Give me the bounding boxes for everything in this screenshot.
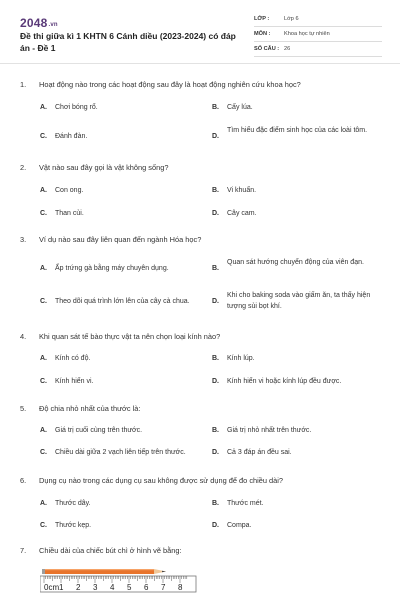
option-label: D.	[212, 378, 219, 385]
option-text: Thước dây.	[55, 500, 91, 507]
option-label: C.	[40, 449, 47, 456]
option-text: Quan sát hướng chuyển động của viên đạn.	[227, 259, 364, 266]
option-label: B.	[212, 427, 219, 434]
question-6	[0, 476, 400, 529]
option-label: B.	[212, 355, 219, 362]
option-label: D.	[212, 210, 219, 217]
ruler-label: 3	[93, 583, 98, 592]
question-text	[0, 163, 400, 173]
question-text	[0, 332, 400, 342]
logo-sub: .vn	[48, 22, 58, 28]
option-label: D.	[212, 449, 219, 456]
meta-panel	[254, 12, 382, 57]
question-text-content: Khi quan sát tế bào thực vật ta nên chọn loại kính nào?	[39, 332, 221, 341]
option-text: Đánh đàn.	[55, 133, 88, 140]
option-text: Thước kẹp.	[55, 522, 92, 529]
pencil-illustration	[42, 569, 166, 574]
option-label: D.	[212, 298, 219, 305]
option-text: Thước mét.	[227, 500, 264, 507]
option-label: A.	[40, 355, 47, 362]
option-label: A.	[40, 265, 47, 272]
option-text: Giá trị nhỏ nhất trên thước.	[227, 427, 312, 434]
option-text: Cả 3 đáp án đều sai.	[227, 449, 292, 456]
option-label: C.	[40, 210, 47, 217]
question-7	[0, 546, 400, 556]
option-text: Vi khuẩn.	[227, 187, 257, 194]
option-text: Kính hiển vi hoặc kính lúp đều được.	[227, 378, 342, 385]
question-4	[0, 332, 400, 385]
option-text: Cây cam.	[227, 210, 257, 217]
option-text: Cấy lúa.	[227, 104, 253, 111]
option-label: D.	[212, 522, 219, 529]
option-text: Ấp trứng gà bằng máy chuyên dụng.	[55, 265, 169, 272]
option-label: C.	[40, 298, 47, 305]
option-label: B.	[212, 187, 219, 194]
meta-value: Lớp 6	[284, 16, 299, 22]
pencil-highlight	[44, 569, 154, 570]
question-number: 4.	[20, 332, 27, 341]
option-text: Giá trị cuối cùng trên thước.	[55, 427, 143, 434]
meta-row-class	[254, 12, 382, 27]
option-label: A.	[40, 187, 47, 194]
question-5	[0, 404, 400, 456]
question-number: 7.	[20, 546, 27, 555]
option-text: Kính có độ.	[55, 355, 91, 362]
question-number: 3.	[20, 235, 27, 244]
question-text-content: Dụng cụ nào trong các dụng cụ sau không được sử dụng để đo chiều dài?	[39, 476, 284, 485]
question-text-content: Chiều dài của chiếc bút chì ở hình vẽ bằng:	[39, 546, 182, 555]
option-label: A.	[40, 500, 47, 507]
ruler-label: 0cm	[44, 583, 60, 592]
ruler-label: 7	[161, 583, 166, 592]
meta-row-subject	[254, 27, 382, 42]
option-text: Tìm hiểu đặc điểm sinh học của các loài tôm.	[227, 127, 368, 134]
question-text	[0, 80, 400, 90]
meta-key: LỚP :	[254, 16, 270, 22]
question-text-content: Độ chia nhỏ nhất của thước là:	[39, 404, 141, 413]
meta-row-count	[254, 42, 382, 57]
option-label: C.	[40, 133, 47, 140]
option-label: A.	[40, 427, 47, 434]
question-text	[0, 235, 400, 245]
question-number: 2.	[20, 163, 27, 172]
option-label: A.	[40, 104, 47, 111]
meta-value: Khoa học tự nhiên	[284, 31, 330, 37]
ruler-label: 5	[127, 583, 132, 592]
option-label: B.	[212, 500, 219, 507]
ruler-label: 6	[144, 583, 149, 592]
site-logo[interactable]	[20, 16, 58, 30]
question-text	[0, 476, 400, 486]
option-label: D.	[212, 133, 219, 140]
question-3	[0, 235, 400, 310]
question-text	[0, 404, 400, 414]
option-label: B.	[212, 265, 219, 272]
option-text: Khi cho baking soda vào giấm ăn, ta thấy hiện tượng sủi bọt khí.	[227, 292, 371, 310]
option-text: Chơi bóng rổ.	[55, 104, 98, 111]
ruler-figure	[40, 560, 200, 594]
option-text: Con ong.	[55, 187, 84, 194]
option-text: Than củi.	[55, 210, 84, 217]
logo-main: 2048	[20, 16, 48, 30]
page-title: Đề thi giữa kì 1 KHTN 6 Cánh diều (2023-2024) có đáp án - Đề 1	[20, 31, 236, 53]
ruler-svg	[40, 560, 200, 594]
question-text-content: Hoạt động nào trong các hoạt động sau đây là hoạt động nghiên cứu khoa học?	[39, 80, 301, 89]
option-label: B.	[212, 104, 219, 111]
pencil-lead	[162, 571, 166, 573]
option-text: Kính hiển vi.	[55, 378, 94, 385]
ruler-label: 4	[110, 583, 115, 592]
question-1	[0, 80, 400, 140]
option-label: C.	[40, 378, 47, 385]
ruler-label: 8	[178, 583, 183, 592]
option-text: Compa.	[227, 522, 252, 529]
ruler-label: 1	[59, 583, 64, 592]
option-label: C.	[40, 522, 47, 529]
question-number: 6.	[20, 476, 27, 485]
meta-value: 26	[284, 46, 291, 52]
page-header	[0, 0, 400, 64]
question-number: 1.	[20, 80, 27, 89]
question-2	[0, 163, 400, 217]
question-number: 5.	[20, 404, 27, 413]
meta-key: SỐ CÂU :	[254, 46, 280, 52]
option-text: Chiều dài giữa 2 vạch liên tiếp trên thước.	[55, 449, 186, 456]
question-text-content: Ví dụ nào sau đây liên quan đến ngành Hóa học?	[39, 235, 202, 244]
option-text: Kính lúp.	[227, 355, 255, 362]
question-text-content: Vật nào sau đây gọi là vật không sống?	[39, 163, 169, 172]
option-text: Theo dõi quá trình lớn lên của cây cà chua.	[55, 298, 190, 305]
ruler-label: 2	[76, 583, 81, 592]
question-text	[0, 546, 400, 556]
pencil-end	[42, 569, 45, 574]
meta-key: MÔN :	[254, 31, 271, 37]
